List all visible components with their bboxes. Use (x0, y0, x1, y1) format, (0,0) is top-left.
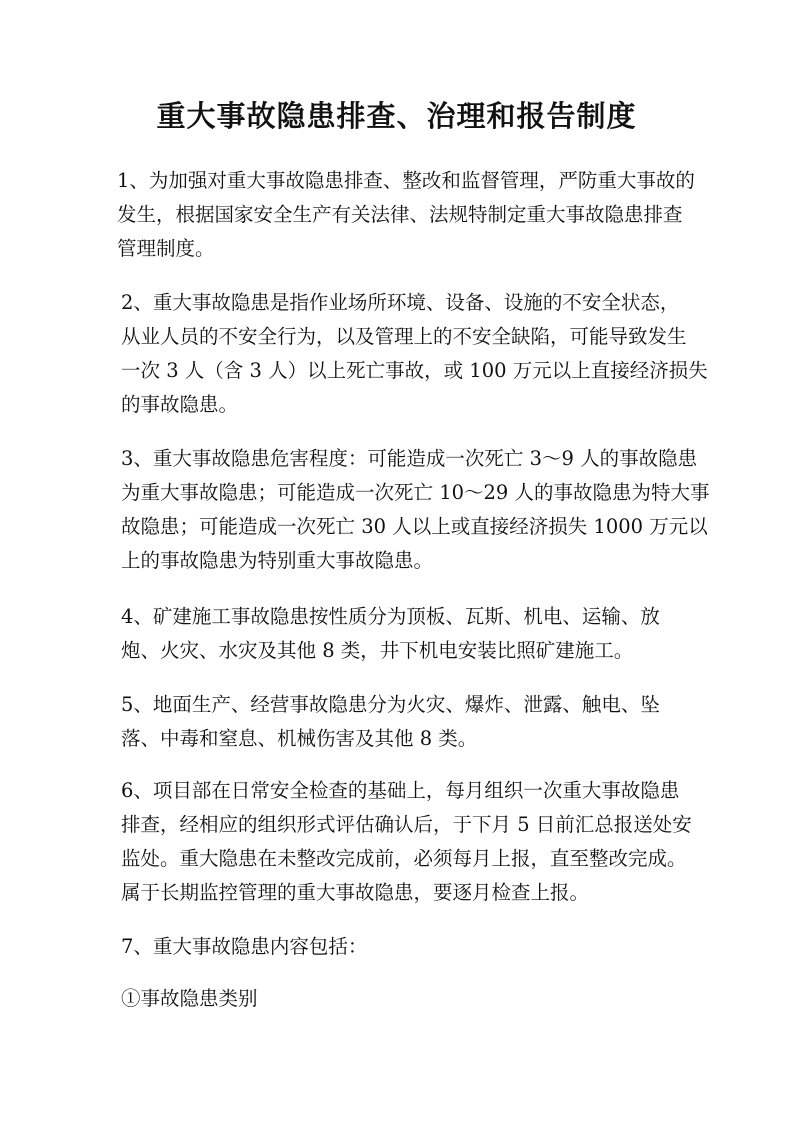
paragraph-line: 从业人员的不安全行为，以及管理上的不安全缺陷，可能导致发生 (121, 325, 687, 348)
paragraph-line: 发生，根据国家安全生产有关法律、法规特制定重大事故隐患排查 (117, 203, 683, 226)
paragraph-line: 6、项目部在日常安全检查的基础上，每月组织一次重大事故隐患 (121, 779, 680, 802)
paragraph-line: 7、重大事故隐患内容包括： (121, 935, 368, 958)
paragraph-8 (117, 982, 691, 1016)
paragraph-line: 4、矿建施工事故隐患按性质分为顶板、瓦斯、机电、运输、放 (121, 605, 660, 628)
paragraph-line: 1、为加强对重大事故隐患排查、整改和监督管理，严防重大事故的 (117, 169, 695, 192)
paragraph-4 (117, 600, 691, 668)
document-title: 重大事故隐患排查、治理和报告制度 (156, 99, 637, 133)
paragraph-line: 排查，经相应的组织形式评估确认后，于下月 5 日前汇总报送处安 (121, 813, 692, 836)
paragraph-line: ①事故隐患类别 (121, 987, 258, 1010)
paragraph-line: 上的事故隐患为特别重大事故隐患。 (121, 549, 434, 572)
paragraph-line: 故隐患；可能造成一次死亡 30 人以上或直接经济损失 1000 万元以 (121, 515, 708, 538)
paragraph-7 (117, 930, 691, 964)
paragraph-line: 为重大事故隐患；可能造成一次死亡 10～29 人的事故隐患为特大事 (121, 481, 710, 504)
paragraph-line: 炮、火灾、水灾及其他 8 类，井下机电安装比照矿建施工。 (121, 639, 634, 662)
paragraph-line: 一次 3 人（含 3 人）以上死亡事故，或 100 万元以上直接经济损失 (121, 359, 708, 382)
paragraph-6 (117, 774, 691, 910)
paragraph-line: 监处。重大隐患在未整改完成前，必须每月上报，直至整改完成。 (121, 847, 687, 870)
paragraph-2 (117, 286, 708, 422)
paragraph-5 (117, 688, 691, 756)
paragraph-line: 3、重大事故隐患危害程度：可能造成一次死亡 3～9 人的事故隐患 (121, 447, 698, 470)
paragraph-line: 的事故隐患。 (121, 393, 239, 416)
paragraph-line: 管理制度。 (117, 237, 215, 260)
paragraph-line: 属于长期监控管理的重大事故隐患，要逐月检查上报。 (121, 881, 590, 904)
paragraph-line: 落、中毒和窒息、机械伤害及其他 8 类。 (121, 727, 478, 750)
paragraph-1 (117, 164, 695, 266)
paragraph-3 (117, 442, 710, 578)
paragraph-line: 2、重大事故隐患是指作业场所环境、设备、设施的不安全状态， (121, 291, 680, 314)
paragraph-line: 5、地面生产、经营事故隐患分为火灾、爆炸、泄露、触电、坠 (121, 693, 660, 716)
